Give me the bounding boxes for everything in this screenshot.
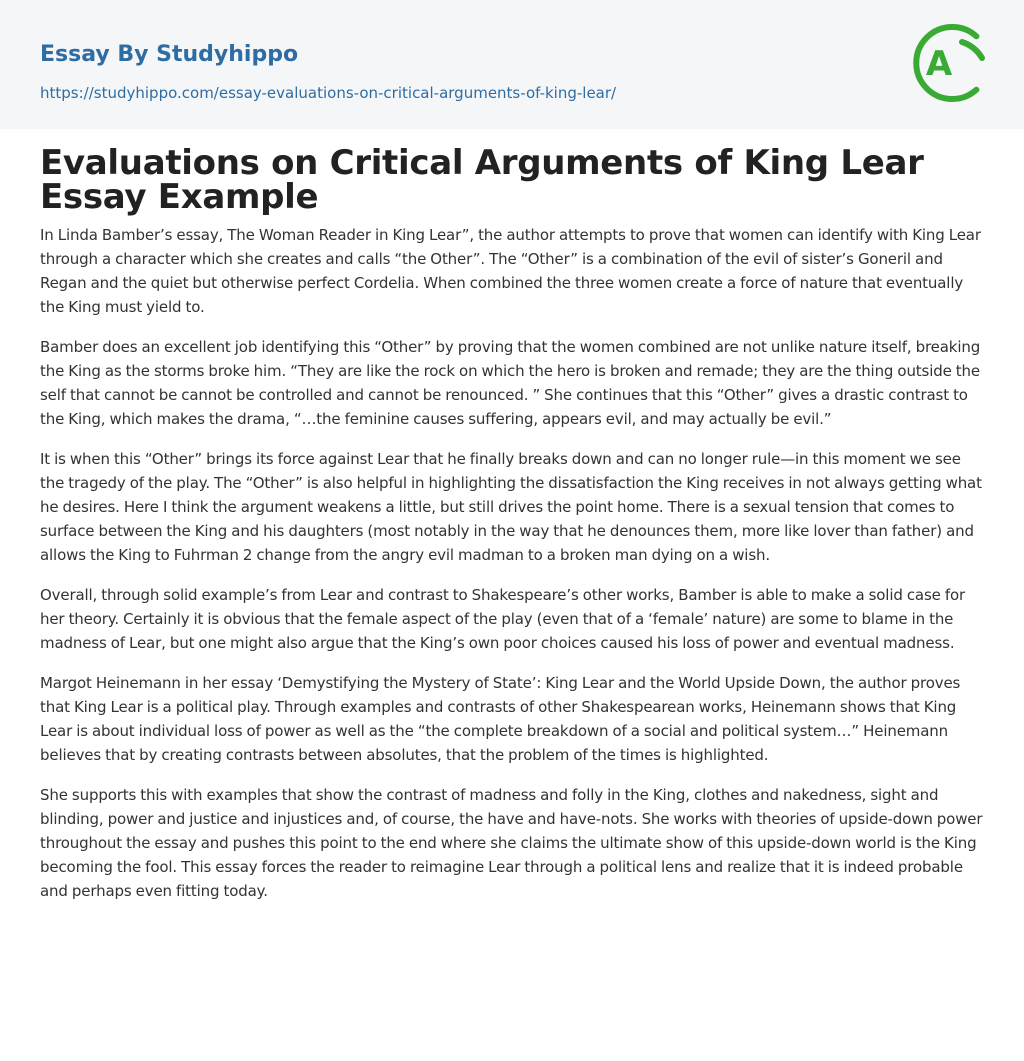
source-url-link[interactable]: https://studyhippo.com/essay-evaluations-on-critical-arguments-of-king-lear/ (40, 84, 617, 102)
site-header (0, 0, 1024, 129)
article (40, 143, 984, 919)
article-paragraph: She supports this with examples that show the contrast of madness and folly in the King, clothes and nakedness, sight and blinding, power and justice and injustices and, of course, the have and have-nots. She works with theories of upside-down power throughout the essay and pushes this point to the end where she claims the ultimate show of this upside-down world is the King becoming the fool. This essay forces the reader to reimagine Lear through a political lens and realize that it is indeed probable and perhaps even fitting today. (40, 786, 983, 900)
article-paragraph: Overall, through solid example’s from Lear and contrast to Shakespeare’s other works, Bamber is able to make a solid case for her theory. Certainly it is obvious that the female aspect of the play (even that of a ‘female’ nature) are some to blame in the madness of Lear, but one might also argue that the King’s own poor choices caused his loss of power and eventual madness. (40, 586, 965, 652)
page-title: Evaluations on Critical Arguments of King Lear Essay Example (40, 143, 924, 217)
article-paragraph: Margot Heinemann in her essay ‘Demystifying the Mystery of State’: King Lear and the World Upside Down, the author proves that King Lear is a political play. Through examples and contrasts of other Shakespearean works, Heinemann shows that King Lear is about individual loss of power as well as the “the complete breakdown of a social and political system…” Heinemann believes that by creating contrasts between absolutes, that the problem of the times is highlighted. (40, 674, 961, 764)
article-paragraph: Bamber does an excellent job identifying this “Other” by proving that the women combined are not unlike nature itself, breaking the King as the storms broke him. “They are like the rock on which the hero is broken and remade; they are the thing outside the self that cannot be cannot be controlled and cannot be renounced. ” She continues that this “Other” gives a drastic contrast to the King, which makes the drama, “…the feminine causes suffering, appears evil, and may actually be evil.” (40, 338, 981, 428)
logo-letter: A (925, 44, 953, 84)
studyhippo-logo-icon[interactable] (912, 20, 988, 106)
article-paragraph: In Linda Bamber’s essay, The Woman Reader in King Lear”, the author attempts to prove that women can identify with King Lear through a character which she creates and calls “the Other”. The “Other” is a combination of the evil of sister’s Goneril and Regan and the quiet but otherwise perfect Cordelia. When combined the three women create a force of nature that eventually the King must yield to. (40, 226, 981, 316)
site-title[interactable]: Essay By Studyhippo (40, 42, 299, 67)
article-paragraph: It is when this “Other” brings its force against Lear that he finally breaks down and can no longer rule—in this moment we see the tragedy of the play. The “Other” is also helpful in highlighting the dissatisfaction the King receives in not always getting what he desires. Here I think the argument weakens a little, but still drives the point home. There is a sexual tension that comes to surface between the King and his daughters (most notably in the way that he denounces them, more like lover than father) and allows the King to Fuhrman 2 change from the angry evil madman to a broken man dying on a wish. (40, 450, 982, 564)
